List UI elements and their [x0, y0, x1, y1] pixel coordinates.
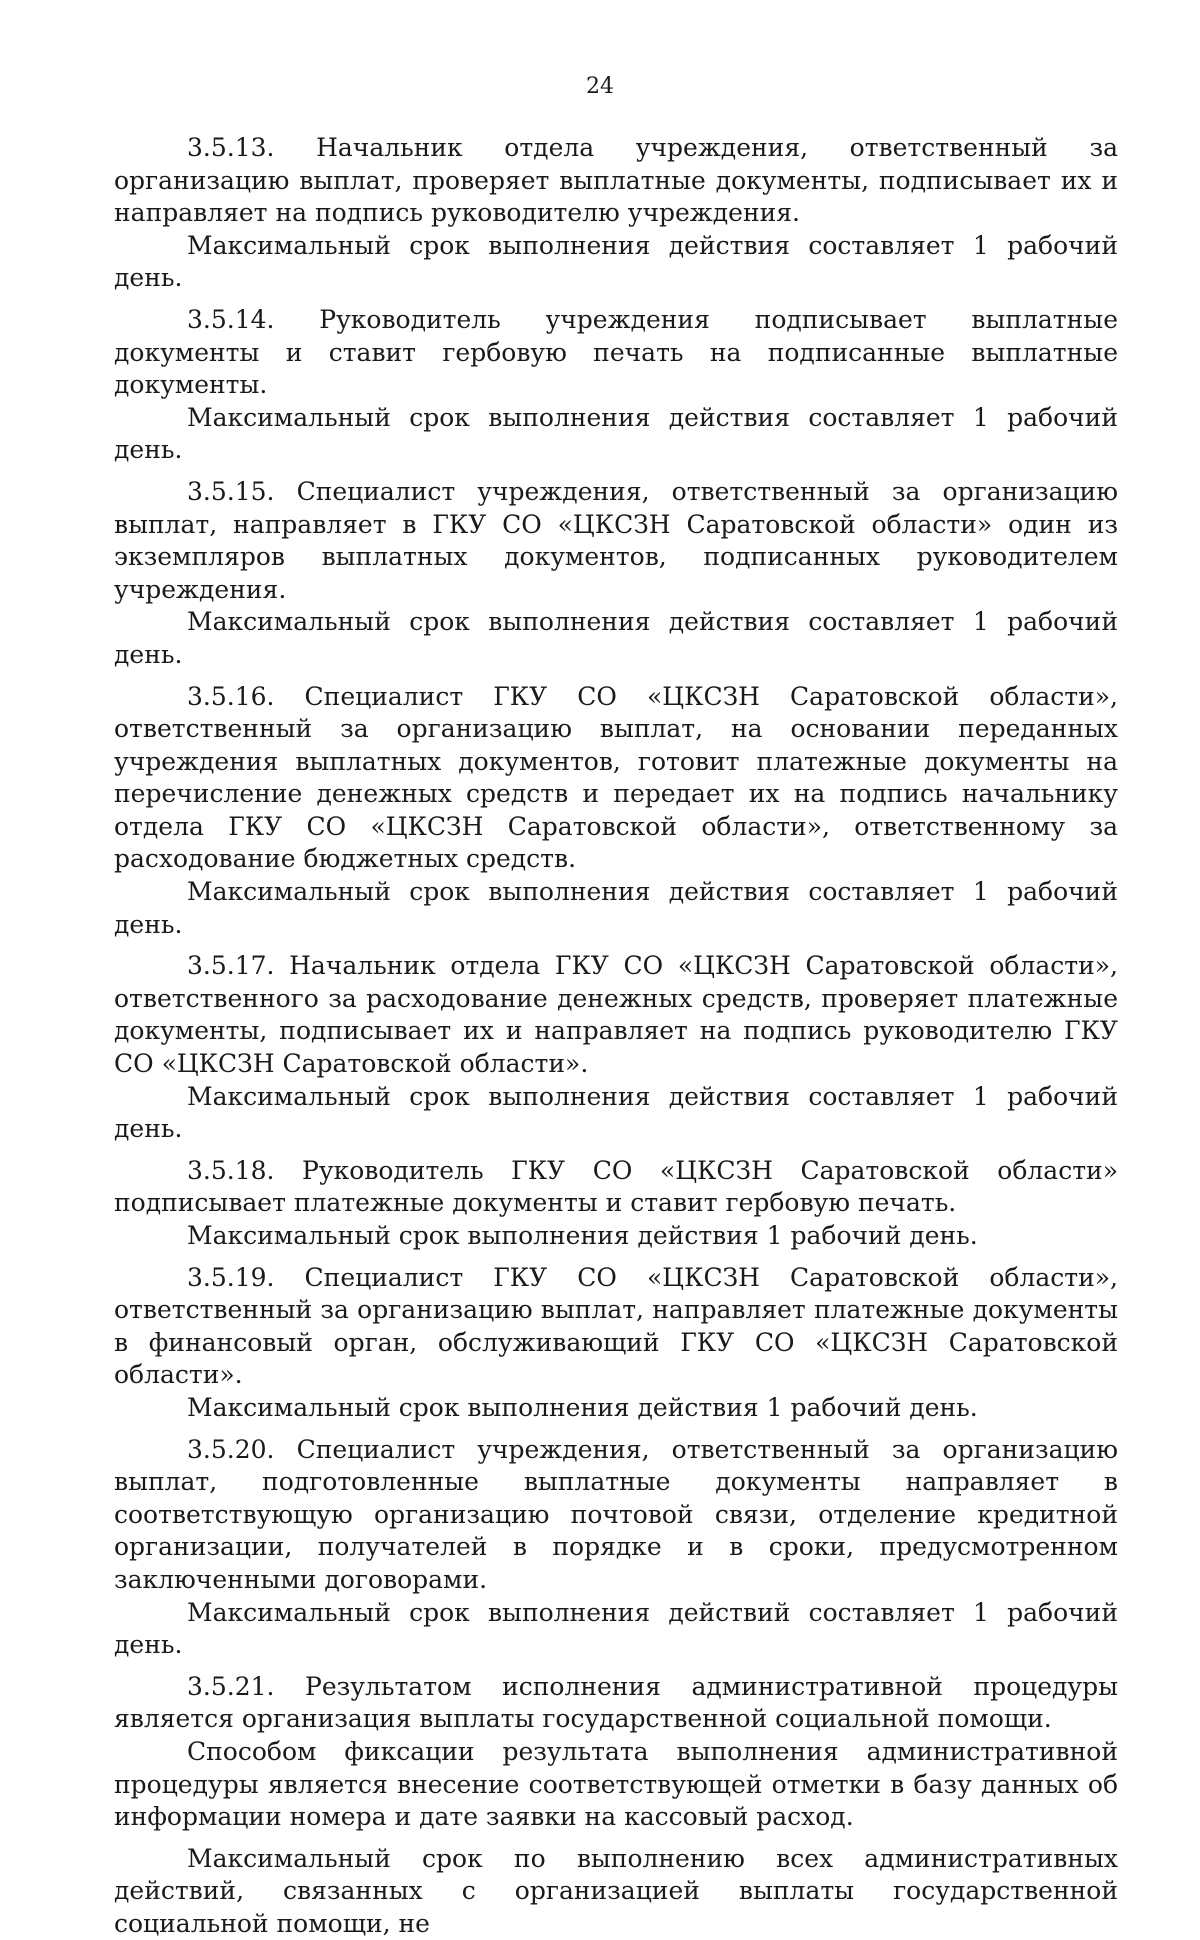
- paragraph-3-5-14: 3.5.14. Руководитель учреждения подписывает выплатные документы и ставит гербовую печать на подписанные выплатные документы.: [114, 304, 1118, 400]
- result-fixation-paragraph: Способом фиксации результата выполнения административной процедуры является внесение соответствующей отметки в базу данных об информации номера и дате заявки на кассовый расход.: [114, 1736, 1118, 1832]
- paragraph-3-5-19: 3.5.19. Специалист ГКУ СО «ЦКСЗН Саратовской области», ответственный за организацию выплат, направляет платежные документы в финансовый орган, обслуживающий ГКУ СО «ЦКСЗН Саратовской области».: [114, 1262, 1118, 1390]
- paragraph-3-5-15: 3.5.15. Специалист учреждения, ответственный за организацию выплат, направляет в ГКУ СО «ЦКСЗН Саратовской области» один из экземпляров выплатных документов, подписанных руководителем учреждения.: [114, 476, 1118, 604]
- document-body: [114, 132, 1118, 1940]
- paragraph-3-5-21: 3.5.21. Результатом исполнения административной процедуры является организация выплаты государственной социальной помощи.: [114, 1671, 1118, 1734]
- paragraph-3-5-13: 3.5.13. Начальник отдела учреждения, ответственный за организацию выплат, проверяет выплатные документы, подписывает их и направляет на подпись руководителю учреждения.: [114, 133, 1118, 228]
- paragraph-3-5-20: 3.5.20. Специалист учреждения, ответственный за организацию выплат, подготовленные выплатные документы направляет в соответствующую организацию почтовой связи, отделение кредитной организации, получателей в порядке и в сроки, предусмотренном заключенными договорами.: [114, 1434, 1118, 1594]
- paragraph-3-5-18: 3.5.18. Руководитель ГКУ СО «ЦКСЗН Саратовской области» подписывает платежные документы и ставит гербовую печать.: [114, 1155, 1118, 1218]
- deadline-paragraph: Максимальный срок выполнения действия составляет 1 рабочий день.: [114, 230, 1118, 293]
- page-number: 24: [586, 74, 614, 99]
- deadline-paragraph: Максимальный срок выполнения действия 1 рабочий день.: [187, 1392, 978, 1422]
- paragraph-3-5-16: 3.5.16. Специалист ГКУ СО «ЦКСЗН Саратовской области», ответственный за организацию выплат, на основании переданных учреждения выплатных документов, готовит платежные документы на перечисление денежных средств и передает их на подпись начальнику отдела ГКУ СО «ЦКСЗН Саратовской области», ответственному за расходование бюджетных средств.: [114, 681, 1118, 874]
- deadline-paragraph: Максимальный срок выполнения действия составляет 1 рабочий день.: [114, 402, 1118, 465]
- deadline-paragraph: Максимальный срок выполнения действий составляет 1 рабочий день.: [114, 1597, 1118, 1660]
- deadline-paragraph: Максимальный срок выполнения действия составляет 1 рабочий день.: [114, 877, 1118, 939]
- deadline-paragraph: Максимальный срок выполнения действия составляет 1 рабочий день.: [114, 1081, 1118, 1144]
- total-deadline-paragraph: Максимальный срок по выполнению всех административных действий, связанных с организацией выплаты государственной социальной помощи, не: [114, 1843, 1118, 1938]
- paragraph-3-5-17: 3.5.17. Начальник отдела ГКУ СО «ЦКСЗН Саратовской области», ответственного за расходование денежных средств, проверяет платежные документы, подписывает их и направляет на подпись руководителю ГКУ СО «ЦКСЗН Саратовской области».: [114, 951, 1118, 1079]
- deadline-paragraph: Максимальный срок выполнения действия 1 рабочий день.: [187, 1221, 978, 1250]
- deadline-paragraph: Максимальный срок выполнения действия составляет 1 рабочий день.: [114, 607, 1118, 669]
